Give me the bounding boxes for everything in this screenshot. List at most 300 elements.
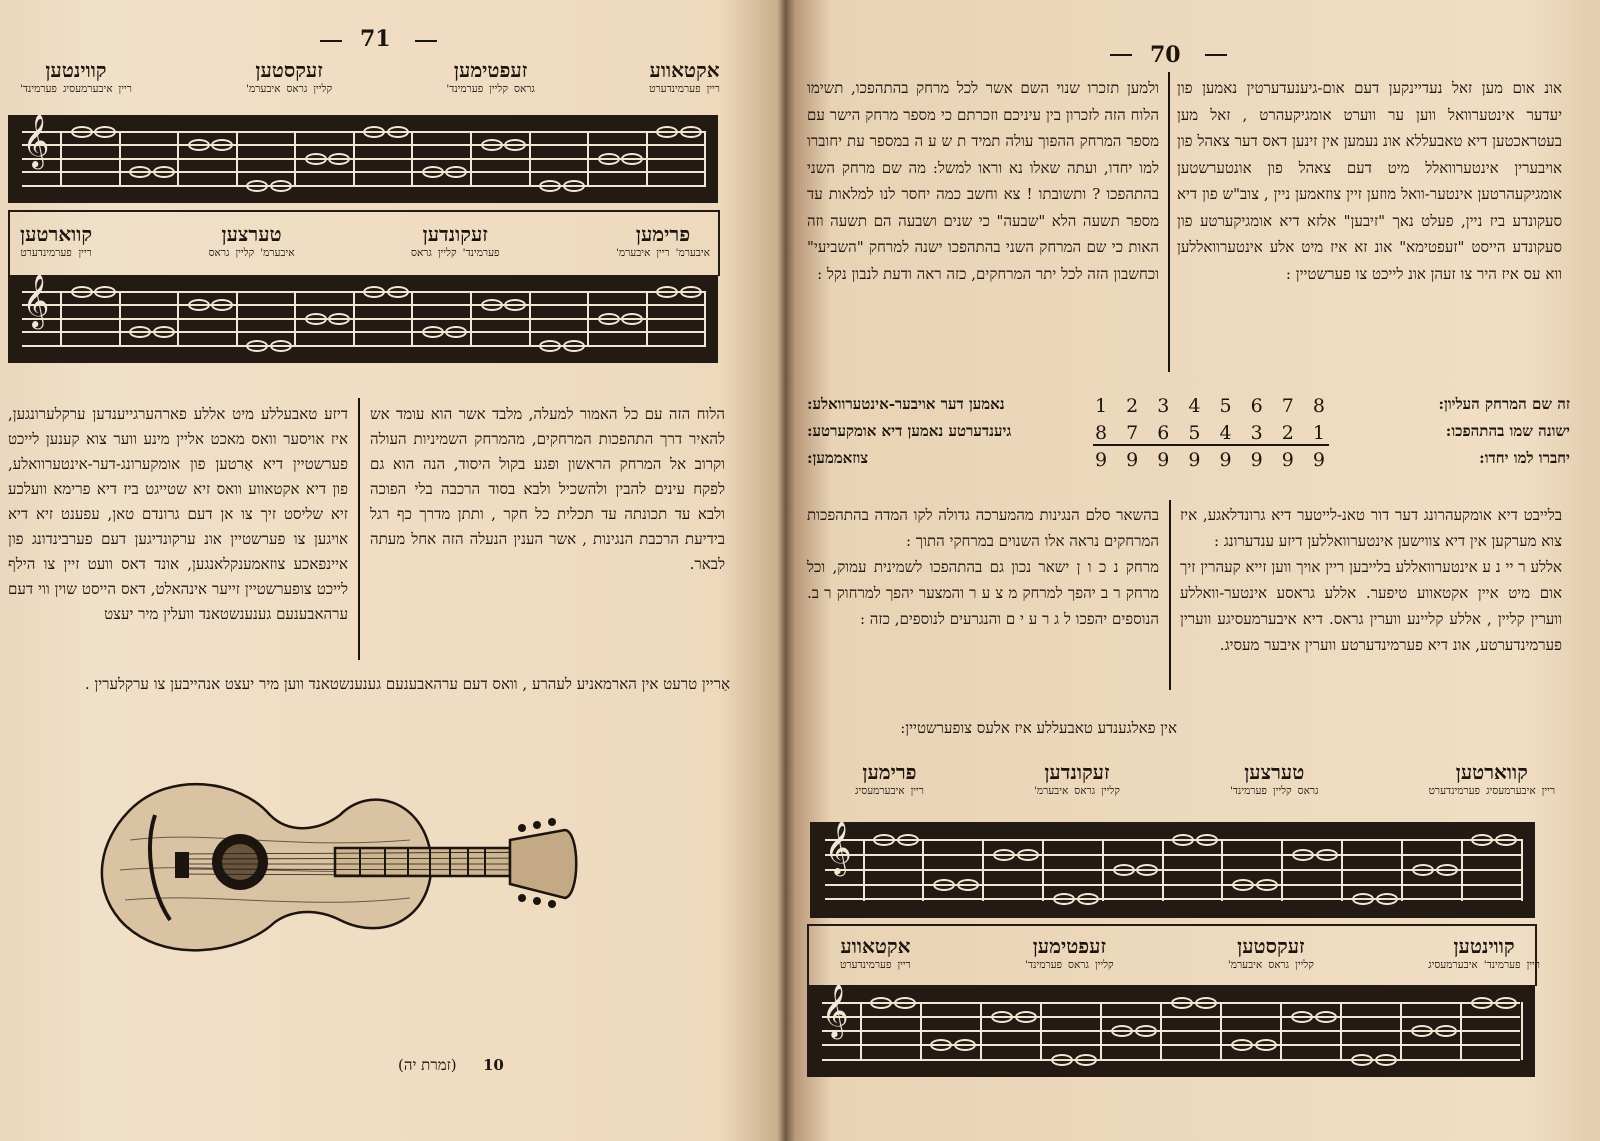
quality-label: איבערמעסיג [855, 785, 905, 797]
table-number: 6 [1250, 395, 1263, 417]
table-number: 5 [1188, 422, 1201, 444]
whole-note [1111, 1025, 1133, 1037]
hebrew-paragraph: ולמען תזכרו שנוי השם אשר לכל מרחק בהתהפכו, תשימו הלוח הזה לזכרון בין עיניכם וזכרתם כי מספר מרחק הישר עם מספר המרחק ההפוך עולה תמיד ת ש ע ה במספר עת יחוברו למו יחדו, ועתה שאלו נא וראו למשל: מה שם מרחק השני בהתהפכו ? ותשובתו ! צא וחשב כמה יחסר לנו למלאות עד מספר תשעה הלא "שבעה" כי שנים ושבעה הם תשעה וזה האות כי שם המרחק השני בהתהפכו ישנה למרחק "השביעי" וכחשבון הזה לכל יתר המרחקים, כזה ראה ודעת לנבון נקל : [807, 79, 1159, 283]
whole-note [954, 1039, 976, 1051]
table-number: 1 [1312, 422, 1325, 444]
row-label-hebrew: יחברו למו יחדו: [1479, 449, 1570, 467]
whole-note [129, 166, 151, 178]
column-divider [358, 398, 360, 660]
bar-line [982, 839, 984, 900]
bar-line [1042, 839, 1044, 900]
whole-note [328, 153, 350, 165]
whole-note [270, 340, 292, 352]
row-numbers [1095, 449, 1325, 471]
interval-name: זעקונדען [422, 222, 488, 246]
interval-qualities [446, 83, 535, 95]
table-number: 6 [1157, 422, 1170, 444]
interval-qualities [209, 247, 295, 259]
quality-label: איבערמעסיג [1486, 785, 1536, 797]
whole-note [897, 834, 919, 846]
page-number: 70 [1150, 42, 1181, 68]
quality-label: איבערמעסיג [1428, 959, 1478, 971]
heading-cell [1230, 760, 1319, 797]
heading-cell [840, 934, 911, 971]
whole-note [1436, 864, 1458, 876]
bar-line [1221, 839, 1223, 900]
whole-note [1077, 893, 1099, 905]
table-number: 3 [1250, 422, 1263, 444]
right-page [795, 0, 1600, 1141]
quality-label: גראס [1074, 785, 1096, 797]
heading-cell [1429, 760, 1555, 797]
table-number: 9 [1095, 449, 1108, 471]
bar-line [1340, 1002, 1342, 1061]
whole-note [305, 153, 327, 165]
quality-label: איבערמ' [1227, 959, 1263, 971]
whole-note [598, 153, 620, 165]
bar-line [1102, 839, 1104, 900]
whole-note [870, 997, 892, 1009]
table-number: 9 [1219, 449, 1232, 471]
table-number: 8 [1312, 395, 1325, 417]
quality-label: ריין [910, 785, 924, 797]
whole-note [211, 139, 233, 151]
bar-line [1521, 839, 1523, 900]
interval-qualities [20, 247, 92, 259]
music-staff [22, 272, 704, 347]
table-number: 7 [1281, 395, 1294, 417]
bar-line [60, 131, 62, 187]
row-numbers [1095, 422, 1325, 444]
whole-note [1113, 864, 1135, 876]
heading-cell [446, 58, 535, 95]
bar-line [60, 291, 62, 347]
bar-line [646, 291, 648, 347]
whole-note [1376, 893, 1398, 905]
quality-label: ריין [1526, 959, 1540, 971]
quality-label: גראס [410, 247, 432, 259]
heading-cell [209, 222, 295, 259]
whole-note [1352, 893, 1374, 905]
bar-line [1401, 839, 1403, 900]
bar-line [1400, 1002, 1402, 1061]
heading-cell [1034, 760, 1120, 797]
row-label-hebrew: ישונה שמו בהתהפכו: [1445, 422, 1570, 440]
heading-cell [649, 58, 720, 95]
whole-note [1315, 1011, 1337, 1023]
quality-label: גראס [1268, 959, 1290, 971]
bar-line [863, 839, 865, 900]
heading-cell [20, 58, 132, 95]
second-table-headings [20, 222, 710, 259]
whole-note [1135, 1025, 1157, 1037]
bottom-paragraph [30, 672, 730, 724]
quality-label: ריין [897, 959, 911, 971]
quality-label: גראס [286, 83, 308, 95]
interval-name: טערצען [1244, 760, 1305, 784]
whole-note [1232, 879, 1254, 891]
whole-note [680, 286, 702, 298]
whole-note [563, 180, 585, 192]
whole-note [957, 879, 979, 891]
table-number: 2 [1126, 395, 1139, 417]
whole-note [387, 286, 409, 298]
interval-qualities [20, 83, 132, 95]
whole-note [445, 166, 467, 178]
treble-clef-icon: 𝄞 [821, 982, 849, 1037]
whole-note [894, 997, 916, 1009]
staff-line [22, 331, 704, 333]
interval-number-table [795, 395, 1600, 480]
hebrew-paragraph: בהשאר סלם הנגינות מהמערכה גדולה לקו המדה בהתהפכות המרחקים נראה אלו השנוים במרחקי התוך : [807, 506, 1159, 550]
whole-note [153, 166, 175, 178]
quality-label: פערמינדערט [649, 83, 701, 95]
whole-note [246, 180, 268, 192]
whole-note [1231, 1039, 1253, 1051]
whole-note [1471, 834, 1493, 846]
whole-note [1196, 834, 1218, 846]
quality-label: פערמינד' [1483, 959, 1521, 971]
left-page [0, 0, 790, 1141]
whole-note [1291, 1011, 1313, 1023]
staff-line [22, 345, 704, 347]
interval-name: קווארטען [20, 222, 93, 246]
quality-label: קליין [1295, 959, 1314, 971]
guitar-illustration [90, 770, 590, 970]
footer-title: (זמרת יה) [398, 1056, 457, 1074]
quality-label: ריין [78, 247, 92, 259]
bar-line [411, 131, 413, 187]
staff-table-2-headings [840, 934, 1540, 971]
quality-label: פערמינד' [462, 247, 500, 259]
whole-note [188, 299, 210, 311]
quality-label: פערמינד' [446, 83, 484, 95]
table-number: 4 [1219, 422, 1232, 444]
whole-note [129, 326, 151, 338]
whole-note [1017, 849, 1039, 861]
quality-label: גראס [208, 247, 230, 259]
staff-line [825, 898, 1521, 900]
bar-line [1461, 839, 1463, 900]
heading-cell [411, 222, 500, 259]
bar-line [353, 291, 355, 347]
bar-line [529, 131, 531, 187]
whole-note [305, 313, 327, 325]
whole-note [246, 340, 268, 352]
bar-line [646, 131, 648, 187]
yiddish-paragraph: אַריין טרעט אין הארמאניע לעהרע , וואס דעם ערהאבענעם גענענשטאנד ווען מיר יעצט אנהייבען צו ערקלערין . [84, 675, 730, 693]
whole-note [387, 126, 409, 138]
interval-name: פרימען [862, 760, 917, 784]
whole-note [1412, 864, 1434, 876]
bar-line [294, 291, 296, 347]
whole-note [1292, 849, 1314, 861]
whole-note [993, 849, 1015, 861]
row-label-yiddish: צוזאממען: [807, 449, 869, 467]
yiddish-paragraph: אללע ר יי נ ע אינטערוואללע בלייבען ריין אויך ווען זייא קעהרין זיך אום מיט איין אקטאווע טיפער. אללע גראסע אינטער-וואללע ווערין קליין , אללע קליינע ווערין גראס. דיא איבערמעסיגע ווערין פערמינדערטע, אונ דיא פערמינדערטע ווערין איבער מעסיג. [1180, 558, 1562, 654]
whole-note [621, 153, 643, 165]
interval-qualities [840, 959, 911, 971]
interval-qualities [855, 785, 924, 797]
interval-name: קווינטען [45, 58, 107, 82]
whole-note [873, 834, 895, 846]
table-number: 9 [1281, 449, 1294, 471]
staff-table-1-headings [855, 760, 1555, 797]
hebrew-column [807, 502, 1159, 692]
top-table-headings [20, 58, 720, 95]
yiddish-column [1177, 75, 1562, 370]
row-label-yiddish: גיענדערטע נאמען דיא אומקערטע: [807, 422, 1012, 440]
quality-label: פערמינדערט [1428, 785, 1481, 797]
hebrew-paragraph: מרחק נ כ ו ן ישאר נכון גם בהתהפכו לשמינית עמוק, וכל מרחק ר ב יהפך למרחק מ צ ע ר והמצער יהפך למרחוק ר ב. הנוספים יהפכו ל ג ר ע י ם והנגרעים לנוספים, כזה : [807, 558, 1159, 628]
whole-note [94, 126, 116, 138]
treble-clef-icon: 𝄞 [22, 112, 50, 167]
table-number: 9 [1312, 449, 1325, 471]
whole-note [1172, 834, 1194, 846]
bar-line [177, 131, 179, 187]
whole-note [1495, 834, 1517, 846]
bar-line [1220, 1002, 1222, 1061]
top-staff-band [8, 112, 718, 203]
interval-qualities [1428, 959, 1540, 971]
whole-note [422, 326, 444, 338]
quality-label: קליין [489, 83, 508, 95]
quality-label: איבערמ' [260, 247, 295, 259]
bar-line [587, 131, 589, 187]
bar-line [587, 291, 589, 347]
quality-label: קליין [437, 247, 457, 259]
quality-label: פערמינד' [1025, 959, 1063, 971]
quality-label: גראס [513, 83, 535, 95]
heading-cell [1428, 934, 1540, 971]
table-number: 4 [1188, 395, 1201, 417]
bar-line [470, 291, 472, 347]
whole-note [153, 326, 175, 338]
whole-note [363, 126, 385, 138]
interval-name: זעקסטען [255, 58, 323, 82]
table-number: 8 [1095, 422, 1108, 444]
table-number: 3 [1157, 395, 1170, 417]
quality-label: איבערמ' [1033, 785, 1069, 797]
whole-note [1375, 1054, 1397, 1066]
whole-note [504, 139, 526, 151]
heading-cell [20, 222, 92, 259]
bar-line [860, 1002, 862, 1061]
staff-line [822, 1044, 1521, 1046]
whole-note [504, 299, 526, 311]
row-numbers [1095, 395, 1325, 417]
bar-line [1100, 1002, 1102, 1061]
table-row [795, 395, 1600, 421]
staff-line [22, 171, 704, 173]
whole-note [598, 313, 620, 325]
quality-label: קליין [235, 247, 255, 259]
hebrew-column [370, 402, 725, 652]
yiddish-paragraph: בלייבט דיא אומקעהרונג דער דור טאנ-לייטער דיא גרונדלאגע, איז צוא מערקען אין דיא צווישען אינטערוואללען דיזע ענדערונג : [1180, 506, 1562, 550]
whole-note [1255, 1039, 1277, 1051]
table-number: 9 [1126, 449, 1139, 471]
whole-note [1495, 997, 1517, 1009]
music-staff [22, 112, 704, 187]
hebrew-column [807, 75, 1159, 370]
table-number: 7 [1126, 422, 1139, 444]
interval-name: קווינטען [1453, 934, 1515, 958]
whole-note [1053, 893, 1075, 905]
sum-rule [1093, 444, 1329, 446]
bar-line [1341, 839, 1343, 900]
quality-label: קליין [1272, 785, 1292, 797]
quality-label: קליין [1101, 785, 1120, 797]
bar-line [1040, 1002, 1042, 1061]
whole-note [1051, 1054, 1073, 1066]
interval-qualities [246, 83, 332, 95]
page-number: 71 [360, 26, 391, 52]
staff-line [22, 304, 704, 306]
whole-note [71, 286, 93, 298]
interval-name: פרימען [635, 222, 691, 246]
interval-qualities [1034, 785, 1120, 797]
bar-line [1280, 1002, 1282, 1061]
quality-label: איבערמ' [675, 247, 710, 259]
quality-label: פערמינדערט [20, 247, 72, 259]
staff-line [22, 185, 704, 187]
footer-page-number: 10 [483, 1056, 504, 1074]
whole-note [539, 180, 561, 192]
whole-note [539, 340, 561, 352]
whole-note [481, 139, 503, 151]
staff-table-2-band [807, 982, 1535, 1077]
page-number-dash [320, 40, 342, 42]
table-number: 9 [1188, 449, 1201, 471]
interval-name: קווארטען [1455, 760, 1528, 784]
quality-label: פערמינד' [20, 83, 57, 95]
quality-label: פערמינד' [1229, 785, 1267, 797]
whole-note [656, 286, 678, 298]
staff-line [822, 1016, 1521, 1018]
trailing-line [807, 716, 1177, 742]
interval-name: זעפטימען [1032, 934, 1107, 958]
quality-label: ריין [118, 83, 132, 95]
music-staff [824, 820, 1521, 900]
bar-line [704, 291, 706, 347]
whole-note [991, 1011, 1013, 1023]
bar-line [1460, 1002, 1462, 1061]
column-divider [1168, 72, 1170, 372]
interval-name: טערצען [221, 222, 282, 246]
second-staff-band [8, 272, 718, 363]
whole-note [1015, 1011, 1037, 1023]
whole-note [680, 126, 702, 138]
quality-label: ריין [1541, 785, 1555, 797]
quality-label: קליין [313, 83, 333, 95]
heading-cell [855, 760, 924, 797]
bar-line [922, 839, 924, 900]
table-number: 9 [1157, 449, 1170, 471]
interval-qualities [1228, 959, 1314, 971]
interval-name: זעקונדען [1044, 760, 1110, 784]
whole-note [1411, 1025, 1433, 1037]
quality-label: איבערמ' [246, 83, 281, 95]
treble-clef-icon: 𝄞 [22, 272, 50, 327]
bar-line [980, 1002, 982, 1061]
staff-line [825, 854, 1521, 856]
whole-note [94, 286, 116, 298]
row-label-hebrew: זה שם המרחק העליון: [1438, 395, 1570, 413]
quality-label: פערמינדערט [840, 959, 892, 971]
whole-note [656, 126, 678, 138]
quality-label: ריין [706, 83, 720, 95]
table-number: 2 [1281, 422, 1294, 444]
bar-line [177, 291, 179, 347]
table-row [795, 449, 1600, 475]
bar-line [1162, 839, 1164, 900]
bar-line [411, 291, 413, 347]
music-staff [821, 982, 1521, 1061]
row-label-yiddish: נאמען דער אויבער-אינטערוואלע: [807, 395, 1005, 413]
interval-name: אקטאווע [840, 934, 911, 958]
whole-note [1435, 1025, 1457, 1037]
whole-note [621, 313, 643, 325]
treble-clef-icon: 𝄞 [824, 820, 852, 875]
bar-line [119, 131, 121, 187]
staff-line [825, 884, 1521, 886]
bar-line [1521, 1002, 1523, 1061]
heading-cell [1228, 934, 1314, 971]
column-divider [1169, 500, 1171, 690]
whole-note [211, 299, 233, 311]
whole-note [328, 313, 350, 325]
interval-name: זעקסטען [1237, 934, 1305, 958]
hebrew-paragraph: הלוח הזה עם כל האמור למעלה, מלבד אשר הוא עומד אש להאיר דרך התהפכות המרחקים, מהמרחק השמיניות העולה וקרוב אל המרחק הראשון ופגע בקול היסוד, הנה הוא גם לפקח עינים להבין ולהשכיל ולבא בסוד הרכבה בלי הפוכה ולבא עד תכונתה עד תכלית כל חקר , ותתן מדרך כף רגל בידיעת הרכבת הנגינות , אשר הענין הנעלה הזה אחל מעתה לבאר. [370, 405, 725, 573]
whole-note [422, 166, 444, 178]
bar-line [529, 291, 531, 347]
whole-note [1075, 1054, 1097, 1066]
staff-line [822, 1059, 1521, 1061]
bar-line [1160, 1002, 1162, 1061]
whole-note [270, 180, 292, 192]
yiddish-paragraph: אין פאלגענדע טאבעללע איז אלעס צופערשטיין: [900, 719, 1177, 737]
whole-note [363, 286, 385, 298]
whole-note [1351, 1054, 1373, 1066]
interval-qualities [649, 83, 720, 95]
yiddish-paragraph: דיזע טאבעללע מיט אללע פארהערגייענדען ערקלערונגען, איז אויסער וואס מאכט אליין מינע ווער צוא קענען לייכט פערשטיין דיא אַרטען פון אומקערונג-דער-אינטערוואלע, פון דיא אקטאווע וואס זיא שטייגט ביז דיא פרימא וועלכע זיא שליסט זיך צו אן דעם גרונדם טאן, עפענט זיא דיא אויגען צו פערשטיין אונ ערקונדיגען דעם פערבינדונג פון איינפאכע צוזאמענקלאנגען, אונד דאס וועט זיין צו הילף לייכט צופערשטיין זייער אינהאלט, דאס הייסט שוין ווי דעם ערהאבענעם גענענשטאנד וועלין מיר יעצט [8, 405, 348, 623]
whole-note [481, 299, 503, 311]
whole-note [933, 879, 955, 891]
interval-qualities [616, 247, 710, 259]
whole-note [1316, 849, 1338, 861]
bar-line [920, 1002, 922, 1061]
whole-note [1256, 879, 1278, 891]
bar-line [236, 291, 238, 347]
quality-label: איבערמ' [615, 247, 651, 259]
interval-name: זעפטימען [453, 58, 528, 82]
whole-note [1471, 997, 1493, 1009]
whole-note [1136, 864, 1158, 876]
table-number: 1 [1095, 395, 1108, 417]
yiddish-paragraph: אונ אום מען זאל נעדיינקען דעם אום-גיענעדערטין נאמען פון יעדער אינטערוואל ווען ער ווערט אומגיקעהרט , זאל מען בעטראכטען דיא טאבעללא אונ נעמען אין זינען דאס דער צאהל פון אויבערין אינטערוואלל מיט דעם צאהל פון אונטערשטען אומגיקעהרטען אינטער-וואל מוזען זיין צוזאמען ניין , צוב"ש פון דיא סעקונדע ביז ניין, פעלט נאך "זיבען" אלזא דיא אומגיקערטע פון סעקונדע הייסט "זעפטימא" אונ זא איז מיט אלע אינטערוואללען ווא עס איז היר צו זעהן אונ לייכט צו פערשטיין : [1177, 79, 1562, 283]
whole-note [930, 1039, 952, 1051]
whole-note [1195, 997, 1217, 1009]
page-number-dash [1110, 54, 1132, 56]
heading-cell [616, 222, 710, 259]
heading-cell [246, 58, 332, 95]
yiddish-column [1180, 502, 1562, 717]
bar-line [294, 131, 296, 187]
table-number: 9 [1250, 449, 1263, 471]
staff-table-1-band [810, 822, 1535, 918]
page-number-dash [415, 40, 437, 42]
interval-qualities [411, 247, 500, 259]
